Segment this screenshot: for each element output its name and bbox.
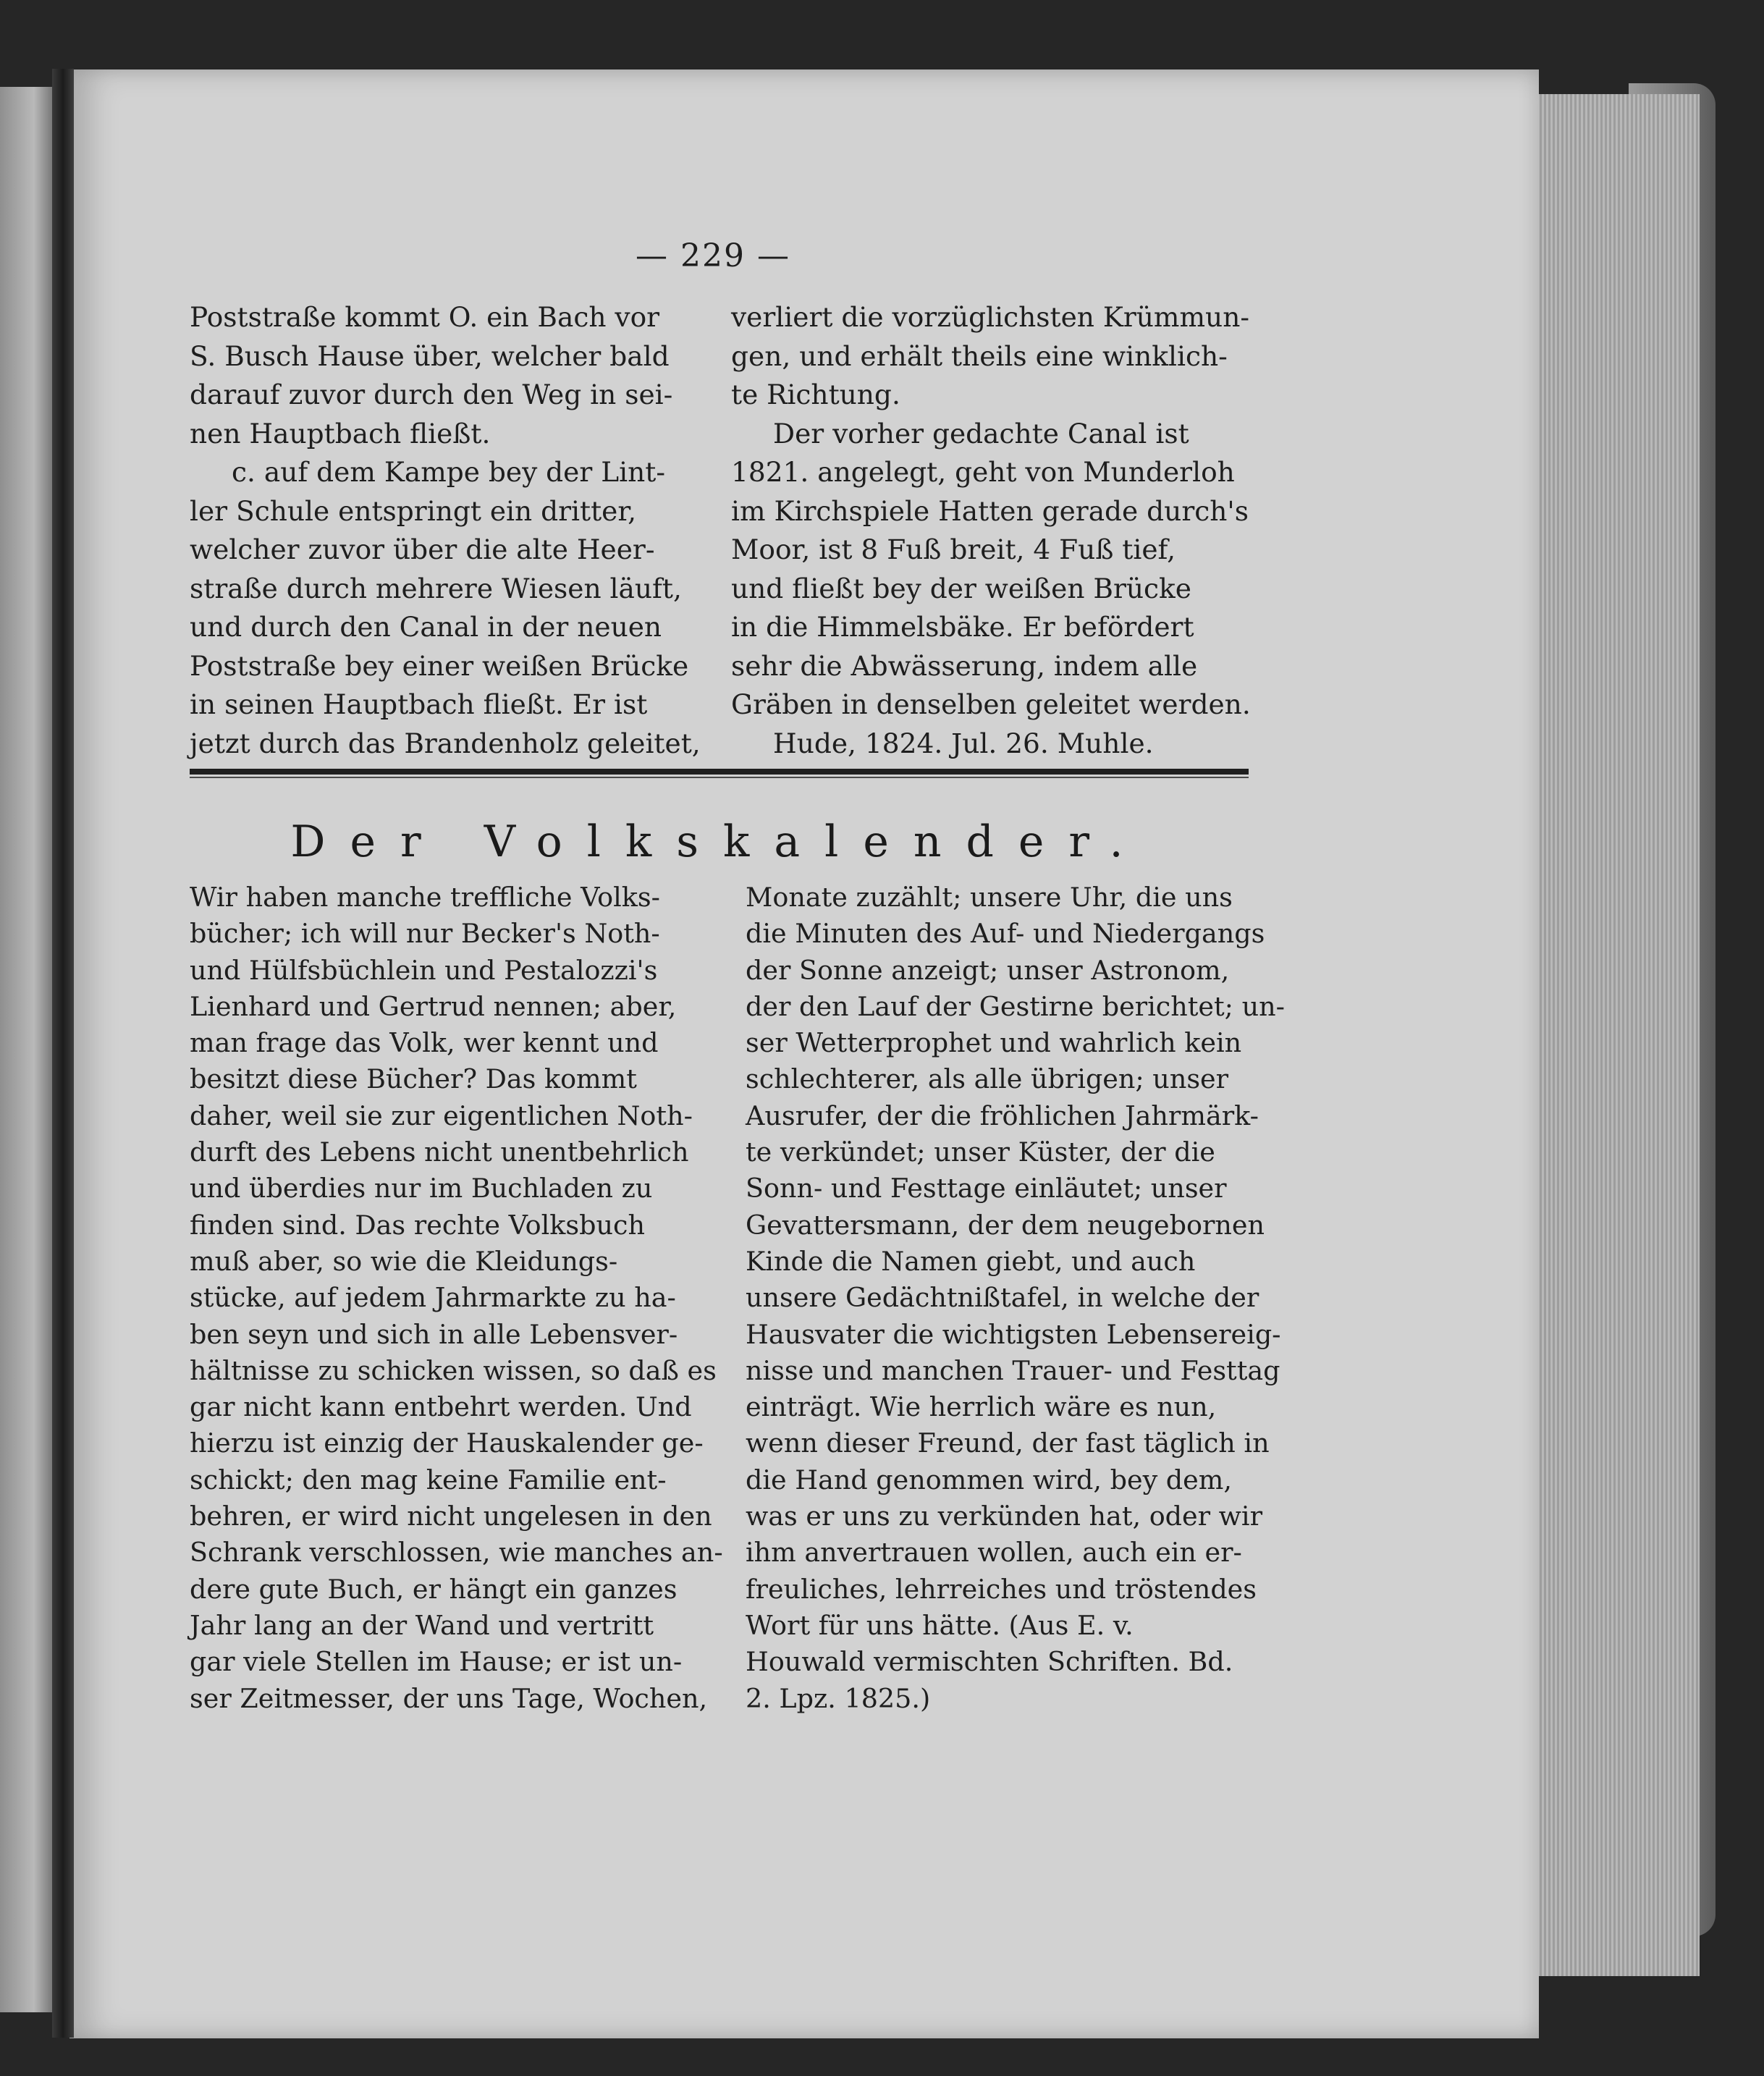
text-line: der den Lauf der Gestirne berichtet; un- <box>746 990 1285 1022</box>
text-line: Poststraße kommt O. ein Bach vor <box>190 301 660 333</box>
text-line: und durch den Canal in der neuen <box>190 611 662 643</box>
text-line: Ausrufer, der die fröhlichen Jahrmärk- <box>746 1100 1259 1131</box>
text-line: Jahr lang an der Wand und vertritt <box>190 1609 654 1641</box>
text-line: und fließt bey der weißen Brücke <box>731 572 1191 604</box>
text-line: te Richtung. <box>731 379 900 410</box>
bottom-right-column <box>746 879 1285 1717</box>
text-line: gar viele Stellen im Hause; er ist un- <box>190 1646 683 1678</box>
text-line: Gevattersmann, der dem neugebornen <box>746 1209 1265 1241</box>
text-line: der Sonne anzeigt; unser Astronom, <box>746 954 1230 986</box>
signature-place-date: Hude, 1824. Jul. 26. <box>773 727 1049 759</box>
text-line: te verkündet; unser Küster, der die <box>746 1136 1215 1168</box>
facing-page-edge <box>0 87 56 2012</box>
section-divider-thin <box>190 777 1249 778</box>
text-line: ler Schule entspringt ein dritter, <box>190 494 637 527</box>
text-line: Poststraße bey einer weißen Brücke <box>190 649 689 682</box>
text-line: ser Zeitmesser, der uns Tage, Wochen, <box>190 1682 708 1714</box>
text-line: die Minuten des Auf- und Niedergangs <box>746 918 1265 950</box>
text-line: Houwald vermischten Schriften. Bd. <box>746 1646 1233 1678</box>
text-line: in die Himmelsbäke. Er befördert <box>731 611 1194 643</box>
text-line: 1821. angelegt, geht von Munderloh <box>731 456 1235 488</box>
text-line: schickt; den mag keine Familie ent- <box>190 1464 667 1495</box>
book-gutter <box>52 69 74 2038</box>
text-line: nen Hauptbach fließt. <box>190 417 491 450</box>
section-divider <box>190 769 1249 775</box>
text-line: muß aber, so wie die Kleidungs- <box>190 1245 618 1277</box>
top-right-column <box>731 298 1249 763</box>
text-line: c. auf dem Kampe bey der Lint- <box>232 456 666 488</box>
text-line: Gräben in denselben geleitet werden. <box>731 688 1251 720</box>
text-line: Wort für uns hätte. (Aus E. v. <box>746 1609 1134 1641</box>
text-line: Lienhard und Gertrud nennen; aber, <box>190 990 677 1022</box>
text-line: ihm anvertrauen wollen, auch ein er- <box>746 1537 1242 1569</box>
signature-author: Muhle. <box>1057 727 1154 759</box>
text-line: im Kirchspiele Hatten gerade durch's <box>731 494 1249 527</box>
text-line: besitzt diese Bücher? Das kommt <box>190 1063 637 1095</box>
text-line: Schrank verschlossen, wie manches an- <box>190 1537 723 1569</box>
text-line: verliert die vorzüglichsten Krümmun- <box>731 301 1250 333</box>
text-line: Wir haben manche treffliche Volks- <box>190 882 660 913</box>
text-line: wenn dieser Freund, der fast täglich in <box>746 1427 1270 1459</box>
text-line: hierzu ist einzig der Hauskalender ge- <box>190 1427 704 1459</box>
text-line: unsere Gedächtnißtafel, in welche der <box>746 1282 1259 1314</box>
text-line: und überdies nur im Buchladen zu <box>190 1173 653 1204</box>
text-line: finden sind. Das rechte Volksbuch <box>190 1209 645 1241</box>
text-line: Der vorher gedachte Canal ist <box>773 417 1189 450</box>
text-line: Sonn- und Festtage einläutet; unser <box>746 1173 1227 1204</box>
text-line: einträgt. Wie herrlich wäre es nun, <box>746 1391 1217 1423</box>
page-number: — 229 — <box>636 237 790 274</box>
text-line: darauf zuvor durch den Weg in sei- <box>190 379 673 410</box>
text-line: 2. Lpz. 1825.) <box>746 1682 931 1714</box>
page-block-edges <box>1533 94 1700 1976</box>
top-left-column <box>190 298 711 763</box>
text-line: welcher zuvor über die alte Heer- <box>190 533 655 565</box>
text-line: in seinen Hauptbach fließt. Er ist <box>190 688 648 720</box>
text-line: straße durch mehrere Wiesen läuft, <box>190 572 682 604</box>
text-line: und Hülfsbüchlein und Pestalozzi's <box>190 954 658 986</box>
text-line: freuliches, lehrreiches und tröstendes <box>746 1573 1257 1605</box>
bottom-left-column <box>190 879 722 1717</box>
text-line: gen, und erhält theils eine winklich- <box>731 339 1228 372</box>
text-line: was er uns zu verkünden hat, oder wir <box>746 1501 1263 1532</box>
text-line: ser Wetterprophet und wahrlich kein <box>746 1027 1242 1059</box>
text-line: stücke, auf jedem Jahrmarkte zu ha- <box>190 1282 676 1314</box>
text-line: bücher; ich will nur Becker's Noth- <box>190 918 660 950</box>
article-heading: Der Volkskalender. <box>290 817 1148 867</box>
text-line: Monate zuzählt; unsere Uhr, die uns <box>746 882 1233 913</box>
text-line: nisse und manchen Trauer- und Festtag <box>746 1354 1280 1386</box>
text-line: dere gute Buch, er hängt ein ganzes <box>190 1573 678 1605</box>
text-line: Hausvater die wichtigsten Lebensereig- <box>746 1318 1281 1350</box>
text-line: jetzt durch das Brandenholz geleitet, <box>190 727 701 759</box>
text-line: S. Busch Hause über, welcher bald <box>190 339 670 372</box>
text-line: die Hand genommen wird, bey dem, <box>746 1464 1232 1495</box>
text-line: daher, weil sie zur eigentlichen Noth- <box>190 1100 693 1131</box>
text-line: Moor, ist 8 Fuß breit, 4 Fuß tief, <box>731 533 1176 565</box>
text-line: sehr die Abwässerung, indem alle <box>731 649 1198 682</box>
text-line: ben seyn und sich in alle Lebensver- <box>190 1318 678 1350</box>
text-line: hältnisse zu schicken wissen, so daß es <box>190 1354 717 1386</box>
text-line: durft des Lebens nicht unentbehrlich <box>190 1136 689 1168</box>
text-line: schlechterer, als alle übrigen; unser <box>746 1063 1229 1095</box>
signature-line <box>731 725 1291 764</box>
text-line: man frage das Volk, wer kennt und <box>190 1027 659 1059</box>
text-line: gar nicht kann entbehrt werden. Und <box>190 1391 692 1423</box>
text-line: Kinde die Namen giebt, und auch <box>746 1245 1196 1277</box>
text-line: behren, er wird nicht ungelesen in den <box>190 1501 712 1532</box>
